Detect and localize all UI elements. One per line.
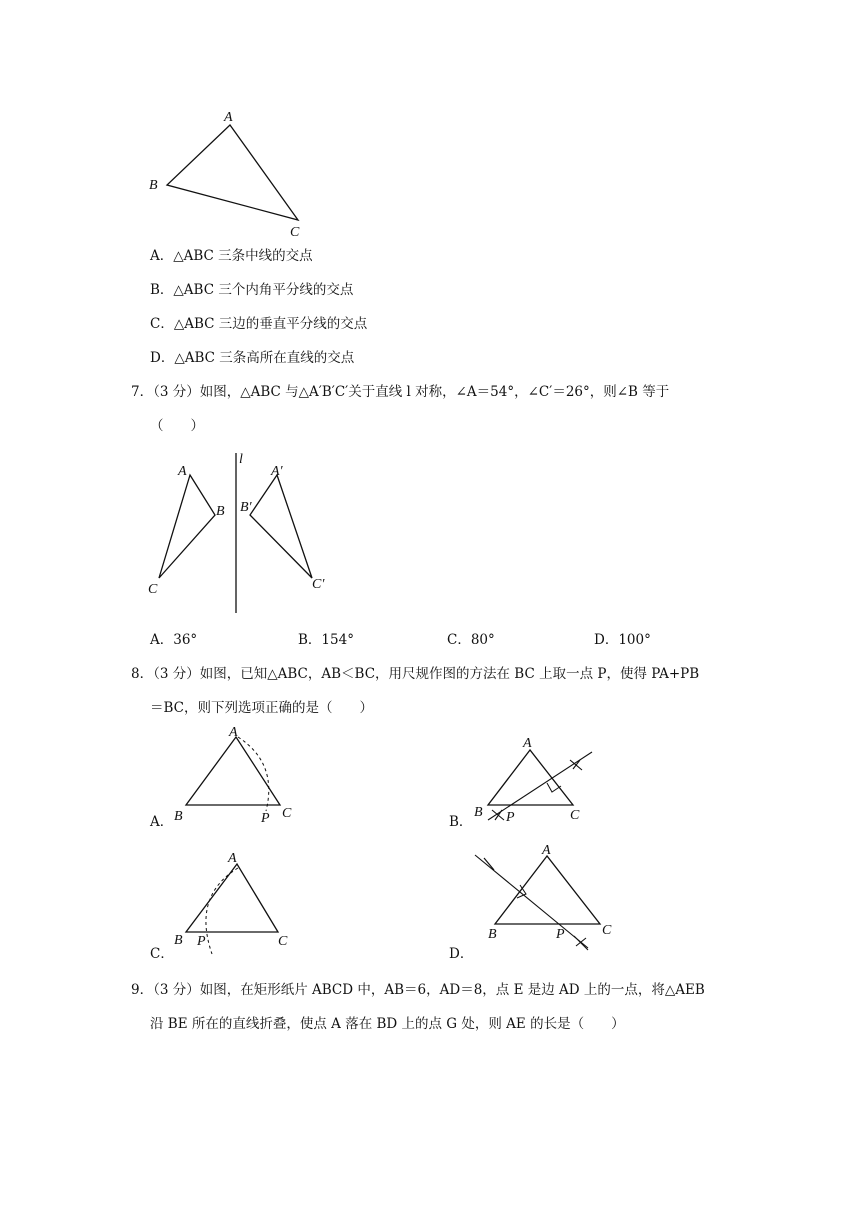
q8-option-b-figure [470, 730, 605, 830]
q7-label-b: B [216, 504, 225, 519]
q7-label-a: A [178, 464, 187, 479]
q8d-label-c: C [602, 923, 612, 938]
q8d-arc-mark-bottom [574, 936, 588, 950]
q7-label-c2: C′ [312, 577, 325, 592]
q8-stem-line1: 8．（3 分）如图，已知△ABC，AB＜BC，用尺规作图的方法在 BC 上取一点 P，使得 PA+PB [131, 666, 700, 682]
q6-label-b: B [149, 178, 158, 193]
q6-option-c [150, 315, 367, 333]
q7-label-a2: A′ [271, 464, 283, 479]
q8b-arc-mark-bottom [492, 810, 504, 820]
q8c-triangle [186, 864, 278, 932]
q6-label-a: A [224, 110, 233, 125]
q6-label-c: C [290, 225, 300, 240]
q8a-label-c: C [282, 806, 292, 821]
q7-option-a: A．36° [150, 632, 198, 648]
q8-option-a-letter: A． [150, 814, 174, 830]
q8-option-d-figure [470, 840, 620, 955]
q8c-label-b: B [174, 933, 183, 948]
q8c-arc [206, 868, 238, 954]
q6-option-b-text: △ABC 三个内角平分线的交点 [173, 282, 354, 298]
q8d-label-b: B [488, 927, 497, 942]
q6-option-a-text: △ABC 三条中线的交点 [173, 248, 313, 264]
q8a-label-b: B [174, 809, 183, 824]
q7-label-b2: B′ [240, 500, 252, 515]
q8d-triangle [495, 856, 600, 924]
q8b-right-angle [547, 783, 561, 792]
q6-option-a-letter: A． [150, 248, 174, 264]
q9-stem-line2: 沿 BE 所在的直线折叠，使点 A 落在 BD 上的点 G 处，则 AE 的长是（ ） [150, 1016, 625, 1032]
q6-triangle-figure [140, 105, 320, 240]
q6-option-c-text: △ABC 三边的垂直平分线的交点 [173, 316, 368, 332]
q8b-label-a: A [523, 736, 532, 751]
q8c-label-a: A [228, 851, 237, 866]
q8-option-c-figure [170, 848, 305, 958]
q8c-label-p: P [197, 934, 206, 949]
q6-option-d-letter: D． [150, 350, 175, 366]
q7-label-l: l [239, 452, 243, 467]
q8-option-d-letter: D． [449, 946, 474, 962]
q8d-label-p: P [556, 927, 565, 942]
q7-triangle-a2b2c2 [250, 475, 312, 578]
q7-option-c: C．80° [447, 632, 495, 648]
q6-option-d [150, 349, 354, 367]
q6-option-b-letter: B． [150, 282, 174, 298]
q8c-label-c: C [278, 934, 288, 949]
q8b-label-c: C [570, 808, 580, 823]
q6-option-c-letter: C． [150, 316, 174, 332]
q6-option-d-text: △ABC 三条高所在直线的交点 [174, 350, 355, 366]
q6-triangle [167, 125, 298, 220]
q8a-label-p: P [261, 811, 270, 826]
q7-triangle-abc [159, 475, 215, 578]
q8-option-a-figure [170, 725, 305, 830]
q8-option-c-letter: C． [150, 946, 174, 962]
q7-stem-line1: 7．（3 分）如图，△ABC 与△A′B′C′关于直线 l 对称，∠A＝54°，∠C′＝26°，则∠B 等于 [131, 384, 670, 400]
q8d-label-a: A [542, 843, 551, 858]
q8a-label-a: A [229, 725, 238, 740]
q8b-label-b: B [474, 805, 483, 820]
q7-label-c: C [148, 582, 158, 597]
q7-option-d: D．100° [594, 632, 651, 648]
q9-stem-line1: 9．（3 分）如图，在矩形纸片 ABCD 中，AB＝6，AD＝8，点 E 是边 AD 上的一点，将△AEB [131, 982, 705, 998]
q7-option-b: B．154° [298, 632, 354, 648]
q8-stem-line2: ＝BC，则下列选项正确的是（ ） [150, 700, 374, 716]
q8b-label-p: P [506, 810, 515, 825]
q6-option-a [150, 247, 313, 265]
q8b-triangle [488, 750, 573, 805]
q8-option-b-letter: B． [449, 814, 473, 830]
q7-stem-line2: （ ） [150, 418, 204, 434]
q6-option-b [150, 281, 353, 299]
q7-symmetry-figure [140, 445, 350, 620]
